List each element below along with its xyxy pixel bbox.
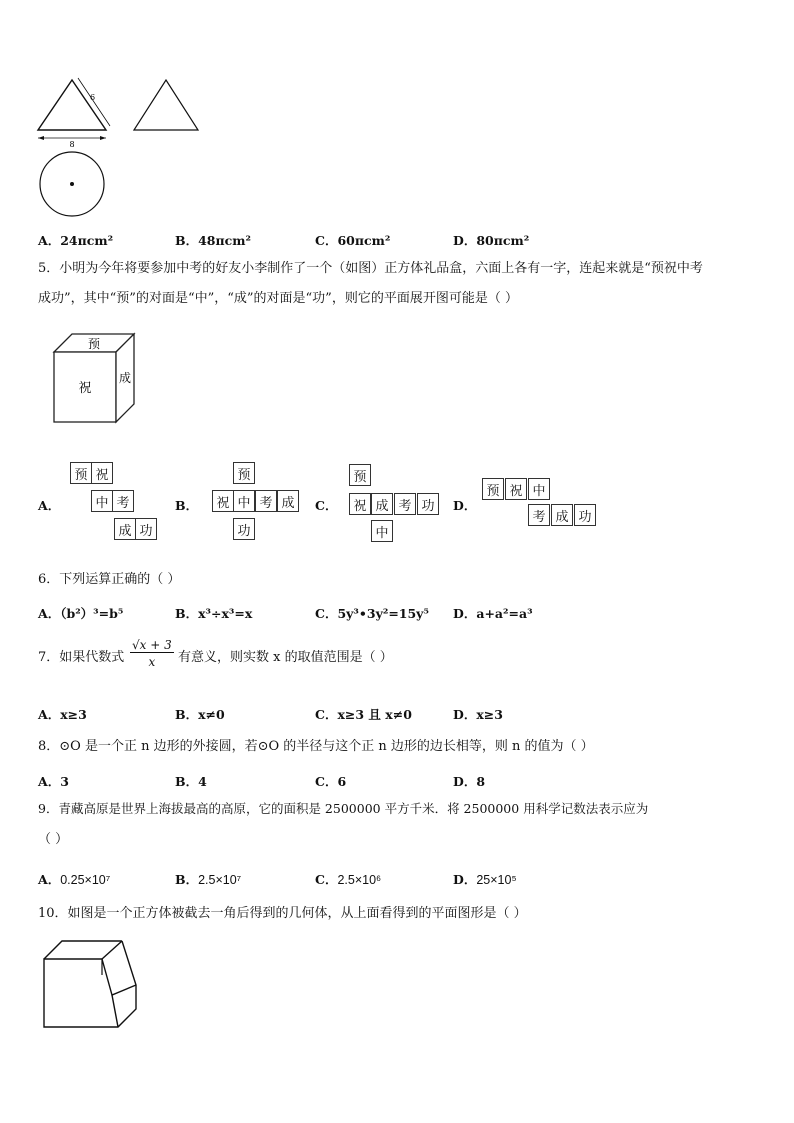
- q9-stem-line1: 9．青藏高原是世界上海拔最高的高原，它的面积是 2500000 平方千米．将 2500000 用科学记数法表示应为: [38, 801, 649, 816]
- q6-stem: 6．下列运算正确的（ ）: [38, 572, 181, 587]
- q5-cube-front: 祝: [78, 381, 92, 396]
- net-c-cell: 成: [371, 493, 393, 515]
- net-b-cell: 预: [233, 462, 255, 484]
- net-b-cell: 祝: [212, 490, 234, 512]
- q5-stem-line2: 成功”，其中“预”的对面是“中”，“成”的对面是“功”，则它的平面展开图可能是（ ）: [38, 291, 518, 306]
- q10-stem: 10．如图是一个正方体被截去一角后得到的几何体，从上面看得到的平面图形是（ ）: [38, 906, 527, 921]
- q7-option-d[interactable]: D．x≥3: [453, 707, 503, 722]
- net-d-cell: 考: [528, 504, 550, 526]
- q4-option-a[interactable]: A．24πcm²: [38, 233, 114, 248]
- q9-option-a[interactable]: A．0.25×10⁷: [38, 872, 111, 887]
- q7-fraction-numerator: √x + 3: [132, 638, 172, 652]
- net-a-cell: 祝: [91, 462, 113, 484]
- q7-stem-post: 有意义，则实数 x 的取值范围是（ ）: [178, 650, 393, 665]
- net-d-cell: 成: [551, 504, 573, 526]
- q6-option-d[interactable]: D．a+a²=a³: [453, 606, 533, 621]
- q4-option-d[interactable]: D．80πcm²: [453, 233, 530, 248]
- q5-cube-figure: [50, 330, 140, 425]
- q7-fraction-denominator: x: [148, 655, 156, 669]
- net-c-cell: 祝: [349, 493, 371, 515]
- net-b-cell: 中: [233, 490, 255, 512]
- q5-option-c[interactable]: C．: [315, 498, 338, 513]
- q7-option-c[interactable]: C．x≥3 且 x≠0: [315, 707, 412, 722]
- net-b-cell: 成: [277, 490, 299, 512]
- q4-base-label: 8: [69, 140, 75, 149]
- q7-option-a[interactable]: A．x≥3: [38, 707, 87, 722]
- net-d-cell: 功: [574, 504, 596, 526]
- net-b-cell: 考: [255, 490, 277, 512]
- q9-option-b[interactable]: B．2.5×10⁷: [175, 872, 242, 887]
- net-d-cell: 中: [528, 478, 550, 500]
- q5-option-d[interactable]: D．: [453, 498, 477, 513]
- q7-option-b[interactable]: B．x≠0: [175, 707, 225, 722]
- q10-cube-figure: [38, 935, 143, 1030]
- q5-cube-top: 预: [87, 337, 101, 351]
- q6-option-b[interactable]: B．x³÷x³=x: [175, 606, 253, 621]
- q5-stem-line1: 5．小明为今年将要参加中考的好友小李制作了一个（如图）正方体礼品盒，六面上各有一字，连起来就是“预祝中考: [38, 261, 703, 276]
- net-b-cell: 功: [233, 518, 255, 540]
- net-c-cell: 预: [349, 464, 371, 486]
- net-a-cell: 成: [114, 518, 136, 540]
- net-a-cell: 考: [112, 490, 134, 512]
- q5-option-b[interactable]: B．: [175, 498, 199, 513]
- q4-right-triangle: [134, 80, 198, 130]
- net-d-cell: 祝: [505, 478, 527, 500]
- q8-option-c[interactable]: C．6: [315, 774, 347, 789]
- q6-option-c[interactable]: C．5y³•3y²=15y⁵: [315, 606, 429, 621]
- q8-option-a[interactable]: A．3: [38, 774, 69, 789]
- q8-option-d[interactable]: D．8: [453, 774, 486, 789]
- net-c-cell: 考: [394, 493, 416, 515]
- q5-option-a[interactable]: A．: [38, 498, 61, 513]
- q6-option-a[interactable]: A．（b²）³=b⁵: [38, 606, 124, 621]
- net-a-cell: 中: [91, 490, 113, 512]
- q9-option-c[interactable]: C．2.5×10⁶: [315, 872, 382, 887]
- q8-option-b[interactable]: B．4: [175, 774, 207, 789]
- net-d-cell: 预: [482, 478, 504, 500]
- q5-cube-right: 成: [118, 371, 132, 385]
- q9-option-d[interactable]: D．25×10⁵: [453, 872, 517, 887]
- q8-stem: 8．⊙O 是一个正 n 边形的外接圆，若⊙O 的半径与这个正 n 边形的边长相等，则 n 的值为（ ）: [38, 739, 594, 754]
- net-a-cell: 功: [135, 518, 157, 540]
- q4-side-label: 6: [90, 93, 96, 102]
- q4-option-b[interactable]: B．48πcm²: [175, 233, 251, 248]
- net-a-cell: 预: [70, 462, 92, 484]
- q7-stem-pre: 7．如果代数式: [38, 650, 125, 665]
- net-c-cell: 功: [417, 493, 439, 515]
- net-c-cell: 中: [371, 520, 393, 542]
- q4-option-c[interactable]: C．60πcm²: [315, 233, 391, 248]
- q4-figure: [30, 72, 210, 227]
- q7-fraction: [130, 638, 174, 669]
- q9-stem-line2: （ ）: [38, 832, 69, 847]
